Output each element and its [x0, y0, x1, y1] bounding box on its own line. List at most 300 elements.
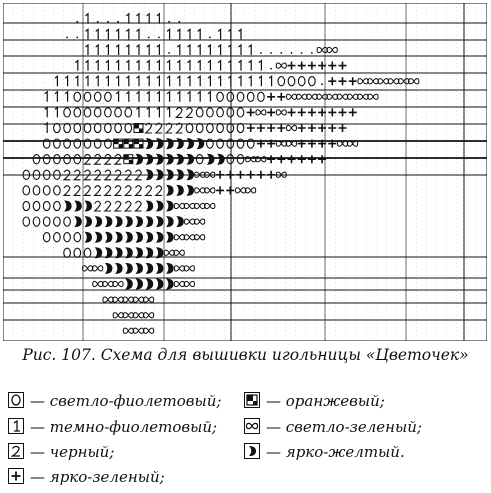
stitch-black: [105, 186, 111, 196]
stitch-light-violet: [84, 108, 91, 117]
stitch-dark-violet: [157, 92, 160, 102]
stitch-bright-yellow: [85, 232, 93, 243]
stitch-light-green: [399, 79, 409, 84]
stitch-dark-violet: [177, 76, 180, 86]
stitch-dot: [311, 52, 313, 54]
stitch-light-violet: [74, 155, 81, 164]
stitch-light-violet: [207, 123, 214, 132]
stitch-bright-yellow: [176, 216, 184, 227]
stitch-light-green: [195, 219, 205, 224]
stitch-light-violet: [207, 108, 214, 117]
stitch-dark-violet: [259, 61, 262, 71]
legend-bright-yellow: [244, 443, 405, 461]
stitch-bright-green: [308, 155, 316, 163]
stitch-light-green: [317, 94, 327, 99]
stitch-light-green: [378, 79, 388, 84]
stitch-dark-violet: [269, 76, 272, 86]
stitch-dark-violet: [126, 14, 129, 24]
stitch-bright-yellow: [146, 216, 154, 227]
stitch-bright-yellow: [146, 201, 154, 212]
stitch-light-green: [348, 94, 358, 99]
stitch-light-green: [144, 313, 154, 318]
stitch-dot: [168, 52, 170, 54]
stitch-dot: [107, 21, 109, 23]
stitch-dark-violet: [239, 45, 242, 55]
stitch-bright-yellow: [125, 279, 133, 290]
stitch-bright-green: [298, 108, 306, 116]
stitch-light-violet: [74, 92, 81, 101]
stitch-bright-yellow: [95, 232, 103, 243]
stitch-bright-green: [349, 108, 357, 116]
stitch-bright-yellow: [166, 138, 174, 149]
stitch-light-green: [205, 203, 215, 208]
stitch-dark-violet: [239, 76, 242, 86]
stitch-dark-violet: [116, 29, 119, 39]
stitch-bright-yellow: [146, 138, 154, 149]
stitch-bright-yellow: [217, 154, 225, 165]
stitch-light-green: [164, 250, 174, 255]
stitch-light-violet: [23, 217, 30, 226]
stitch-dot: [270, 52, 272, 54]
stitch-light-green: [205, 188, 215, 193]
stitch-light-violet: [84, 248, 91, 257]
stitch-black: [125, 201, 131, 211]
stitch-light-green: [103, 297, 113, 302]
stitch-light-violet: [196, 123, 203, 132]
legend-bright-yellow-text: — ярко-желтый.: [266, 443, 405, 461]
stitch-dark-violet: [137, 29, 140, 39]
stitch-black: [115, 201, 121, 211]
stitch-light-violet: [23, 186, 30, 195]
stitch-light-green: [185, 281, 195, 286]
stitch-light-green: [307, 94, 317, 99]
stitch-bright-yellow: [176, 138, 184, 149]
stitch-black: [115, 154, 121, 164]
stitch-light-violet: [74, 108, 81, 117]
stitch-dark-violet: [208, 61, 211, 71]
stitch-dark-violet: [208, 76, 211, 86]
stitch-light-green: [113, 297, 123, 302]
pattern-grid: [3, 3, 487, 341]
legend-orange: [244, 392, 385, 410]
stitch-light-green: [389, 79, 399, 84]
legend-orange-text: — оранжевый;: [266, 392, 385, 410]
stitch-bright-yellow: [85, 201, 93, 212]
stitch-bright-yellow: [74, 201, 82, 212]
stitch-bright-green: [247, 171, 255, 179]
stitch-dot: [321, 83, 323, 85]
stitch-dark-violet: [259, 76, 262, 86]
stitch-light-green: [236, 188, 246, 193]
stitch-black: [176, 123, 182, 133]
stitch-light-violet: [227, 123, 234, 132]
stitch-light-green: [134, 297, 144, 302]
stitch-light-violet: [43, 201, 50, 210]
stitch-bright-yellow: [125, 216, 133, 227]
stitch-dark-violet: [96, 45, 99, 55]
stitch-bright-yellow: [146, 263, 154, 274]
stitch-light-green: [134, 328, 144, 333]
stitch-dark-violet: [86, 45, 89, 55]
stitch-light-green: [368, 94, 378, 99]
stitch-dark-violet: [55, 107, 58, 117]
stitch-dark-violet: [228, 61, 231, 71]
stitch-dot: [97, 21, 99, 23]
stitch-dark-violet: [249, 76, 252, 86]
stitch-dark-violet: [106, 76, 109, 86]
stitch-light-green: [185, 235, 195, 240]
stitch-light-violet: [64, 155, 71, 164]
stitch-bright-green: [298, 62, 306, 70]
stitch-light-green: [123, 328, 133, 333]
embroidery-chart: [3, 3, 487, 341]
stitch-dark-violet: [75, 76, 78, 86]
stitch-light-green: [256, 110, 266, 115]
stitch-bright-green: [308, 124, 316, 132]
stitch-light-green: [174, 235, 184, 240]
stitch-light-violet: [33, 155, 40, 164]
stitch-dark-violet: [239, 29, 242, 39]
stitch-black: [136, 201, 142, 211]
stitch-light-green: [113, 313, 123, 318]
stitch-dark-violet: [228, 45, 231, 55]
stitch-bright-yellow: [187, 138, 195, 149]
stitch-light-violet: [54, 217, 61, 226]
stitch-dot: [148, 37, 150, 39]
stitch-dark-violet: [137, 107, 140, 117]
legend-black-text: — черный;: [30, 443, 115, 461]
stitch-dark-violet: [218, 61, 221, 71]
stitch-bright-yellow: [64, 201, 72, 212]
stitch-bright-yellow: [187, 154, 195, 165]
stitch-dark-violet: [167, 107, 170, 117]
stitch-bright-green: [267, 155, 275, 163]
stitch-black: [64, 186, 70, 196]
stitch-light-green: [358, 94, 368, 99]
stitch-bright-green: [288, 155, 296, 163]
stitch-bright-yellow: [125, 232, 133, 243]
stitch-light-green: [144, 328, 154, 333]
stitch-dark-violet: [65, 92, 68, 102]
stitch-light-violet: [54, 186, 61, 195]
stitch-bright-yellow: [166, 154, 174, 165]
legend-light-violet: [8, 392, 221, 410]
stitch-dark-violet: [167, 61, 170, 71]
stitch-light-violet: [33, 186, 40, 195]
stitch-dark-violet: [45, 92, 48, 102]
stitch-orange-fill: [139, 129, 143, 133]
stitch-light-violet: [298, 77, 305, 86]
stitch-dark-violet: [86, 61, 89, 71]
legend-black: [8, 443, 114, 461]
stitch-light-violet: [74, 248, 81, 257]
stitch-dark-violet: [188, 45, 191, 55]
stitch-bright-yellow: [115, 232, 123, 243]
stitch-light-green: [287, 94, 297, 99]
stitch-dark-violet: [147, 14, 150, 24]
stitch-bright-green: [298, 155, 306, 163]
stitch-bright-green: [288, 108, 296, 116]
one-symbol-icon: [8, 418, 24, 434]
stitch-dark-violet: [55, 92, 58, 102]
stitch-light-violet: [94, 123, 101, 132]
stitch-bright-green: [247, 124, 255, 132]
stitch-light-green: [246, 188, 256, 193]
stitch-dark-violet: [177, 45, 180, 55]
stitch-dark-violet: [116, 61, 119, 71]
stitch-dark-violet: [96, 76, 99, 86]
stitch-orange-fill: [129, 160, 133, 164]
stitch-bright-yellow: [166, 232, 174, 243]
stitch-orange-fill: [139, 144, 143, 148]
stitch-light-green: [134, 313, 144, 318]
stitch-dark-violet: [96, 29, 99, 39]
stitch-dot: [291, 52, 293, 54]
stitch-light-violet: [196, 108, 203, 117]
stitch-dark-violet: [126, 76, 129, 86]
stitch-light-violet: [64, 248, 71, 257]
stitch-orange-fill: [124, 139, 129, 144]
stitch-dark-violet: [147, 45, 150, 55]
stitch-bright-green: [339, 124, 347, 132]
stitch-dark-violet: [167, 92, 170, 102]
plus-symbol-icon: [8, 468, 24, 484]
stitch-dot: [168, 21, 170, 23]
stitch-dark-violet: [188, 92, 191, 102]
stitch-light-violet: [23, 201, 30, 210]
stitch-bright-yellow: [156, 154, 164, 165]
stitch-light-green: [123, 313, 133, 318]
stitch-light-violet: [105, 108, 112, 117]
stitch-dot: [76, 37, 78, 39]
stitch-bright-yellow: [125, 263, 133, 274]
stitch-black: [136, 186, 142, 196]
stitch-dark-violet: [137, 61, 140, 71]
stitch-dark-violet: [167, 76, 170, 86]
stitch-bright-green: [308, 108, 316, 116]
stitch-light-violet: [94, 108, 101, 117]
stitch-bright-yellow: [166, 185, 174, 196]
stitch-light-violet: [33, 217, 40, 226]
stitch-orange-fill: [134, 139, 139, 144]
stitch-light-green: [368, 79, 378, 84]
stitch-light-violet: [64, 123, 71, 132]
stitch-black: [156, 123, 162, 133]
stitch-dark-violet: [188, 76, 191, 86]
stitch-dark-violet: [157, 14, 160, 24]
stitch-light-violet: [186, 123, 193, 132]
crescent-symbol-icon: [244, 443, 260, 459]
stitch-light-green: [276, 110, 286, 115]
stitch-light-violet: [33, 201, 40, 210]
stitch-dark-violet: [157, 45, 160, 55]
stitch-black: [95, 154, 101, 164]
stitch-bright-yellow: [166, 279, 174, 290]
stitch-orange-fill: [129, 144, 133, 148]
stitch-light-violet: [54, 201, 61, 210]
stitch-dark-violet: [106, 61, 109, 71]
stitch-bright-green: [328, 124, 336, 132]
stitch-dark-violet: [86, 29, 89, 39]
stitch-orange-fill: [114, 139, 119, 144]
stitch-light-violet: [43, 217, 50, 226]
stitch-light-green: [144, 297, 154, 302]
stitch-black: [166, 123, 172, 133]
stitch-dot: [260, 52, 262, 54]
stitch-black: [105, 154, 111, 164]
orange-square-symbol-icon: [244, 392, 260, 408]
stitch-black: [146, 123, 152, 133]
infinity-symbol-icon: [244, 418, 260, 434]
stitch-black: [85, 186, 91, 196]
stitch-light-green: [409, 79, 419, 84]
legend-bright-green: [8, 468, 165, 486]
stitch-bright-green: [267, 108, 275, 116]
stitch-dark-violet: [137, 45, 140, 55]
stitch-bright-yellow: [166, 263, 174, 274]
stitch-black: [115, 186, 121, 196]
stitch-dark-violet: [239, 61, 242, 71]
stitch-dark-violet: [106, 29, 109, 39]
stitch-light-green: [93, 266, 103, 271]
stitch-bright-green: [349, 77, 357, 85]
stitch-dark-violet: [218, 45, 221, 55]
stitch-dark-violet: [167, 29, 170, 39]
stitch-bright-green: [277, 93, 285, 101]
stitch-light-green: [93, 281, 103, 286]
stitch-dark-violet: [249, 61, 252, 71]
stitch-dark-violet: [188, 61, 191, 71]
stitch-light-violet: [43, 186, 50, 195]
stitch-light-green: [83, 266, 93, 271]
stitch-light-violet: [84, 92, 91, 101]
stitch-dark-violet: [45, 107, 48, 117]
stitch-orange-fill: [134, 124, 139, 129]
stitch-light-violet: [105, 123, 112, 132]
stitch-dark-violet: [86, 76, 89, 86]
stitch-bright-yellow: [166, 216, 174, 227]
stitch-dark-violet: [198, 45, 201, 55]
stitch-bright-yellow: [136, 263, 144, 274]
stitch-light-violet: [237, 123, 244, 132]
stitch-light-violet: [227, 108, 234, 117]
stitch-bright-green: [277, 124, 285, 132]
stitch-bright-yellow: [105, 263, 113, 274]
stitch-black: [125, 186, 131, 196]
stitch-bright-yellow: [136, 216, 144, 227]
stitch-light-green: [195, 188, 205, 193]
stitch-bright-green: [298, 124, 306, 132]
stitch-dark-violet: [147, 107, 150, 117]
stitch-dark-violet: [126, 29, 129, 39]
stitch-bright-green: [339, 77, 347, 85]
stitch-bright-yellow: [95, 216, 103, 227]
stitch-bright-green: [237, 171, 245, 179]
stitch-dark-violet: [198, 92, 201, 102]
stitch-light-green: [297, 94, 307, 99]
legend-dark-violet: [8, 418, 217, 436]
stitch-light-violet: [227, 155, 234, 164]
stitch-light-violet: [43, 233, 50, 242]
stitch-light-violet: [217, 108, 224, 117]
stitch-bright-green: [339, 108, 347, 116]
stitch-bright-green: [247, 108, 255, 116]
stitch-light-violet: [288, 77, 295, 86]
stitch-light-green: [287, 125, 297, 130]
stitch-light-green: [185, 203, 195, 208]
stitch-dark-violet: [177, 29, 180, 39]
stitch-dark-violet: [116, 76, 119, 86]
stitch-light-green: [338, 94, 348, 99]
stitch-dark-violet: [96, 61, 99, 71]
stitch-light-green: [185, 266, 195, 271]
stitch-black: [85, 154, 91, 164]
stitch-dark-violet: [198, 61, 201, 71]
stitch-bright-green: [257, 171, 265, 179]
stitch-bright-yellow: [136, 232, 144, 243]
stitch-light-green: [174, 281, 184, 286]
stitch-dark-violet: [198, 76, 201, 86]
stitch-dark-violet: [126, 45, 129, 55]
legend-light-green: [244, 418, 422, 436]
stitch-black: [105, 201, 111, 211]
stitch-light-violet: [43, 155, 50, 164]
stitch-light-green: [174, 266, 184, 271]
stitch-bright-yellow: [85, 216, 93, 227]
stitch-dark-violet: [126, 61, 129, 71]
circle-symbol-icon: [8, 392, 24, 408]
legend-light-violet-text: — светло-фиолетовый;: [30, 392, 222, 410]
legend-light-green-text: — светло-зеленый;: [266, 418, 422, 436]
stitch-light-violet: [125, 123, 132, 132]
stitch-dark-violet: [126, 92, 129, 102]
stitch-light-violet: [115, 123, 122, 132]
stitch-light-violet: [217, 92, 224, 101]
stitch-dark-violet: [147, 92, 150, 102]
stitch-dark-violet: [228, 76, 231, 86]
stitch-dark-violet: [55, 76, 58, 86]
stitch-dot: [66, 37, 68, 39]
stitch-dark-violet: [86, 14, 89, 24]
stitch-light-violet: [84, 123, 91, 132]
stitch-light-green: [174, 203, 184, 208]
stitch-light-violet: [237, 155, 244, 164]
stitch-light-green: [123, 297, 133, 302]
stitch-dark-violet: [137, 76, 140, 86]
stitch-bright-green: [226, 186, 234, 194]
stitch-black: [176, 108, 182, 118]
stitch-light-violet: [278, 77, 285, 86]
stitch-bright-green: [328, 108, 336, 116]
stitch-dark-violet: [137, 92, 140, 102]
stitch-bright-green: [328, 62, 336, 70]
stitch-light-green: [195, 203, 205, 208]
stitch-dot: [178, 21, 180, 23]
stitch-dark-violet: [177, 61, 180, 71]
stitch-bright-yellow: [146, 154, 154, 165]
stitch-dark-violet: [75, 61, 78, 71]
stitch-dot: [158, 37, 160, 39]
stitch-light-violet: [105, 92, 112, 101]
stitch-light-violet: [54, 233, 61, 242]
stitch-light-violet: [258, 92, 265, 101]
stitch-light-violet: [64, 108, 71, 117]
stitch-bright-green: [226, 171, 234, 179]
stitch-dark-violet: [157, 107, 160, 117]
stitch-bright-yellow: [166, 201, 174, 212]
stitch-light-violet: [94, 92, 101, 101]
stitch-bright-yellow: [156, 279, 164, 290]
